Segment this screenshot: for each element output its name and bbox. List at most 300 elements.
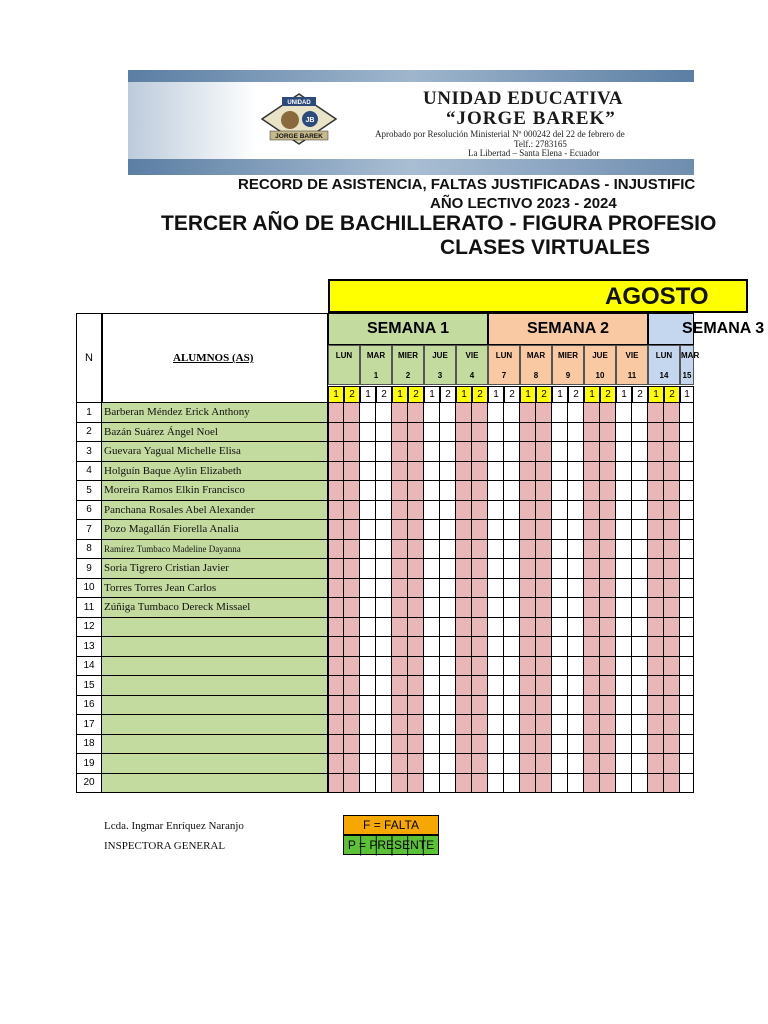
attendance-cell[interactable]	[440, 540, 456, 560]
attendance-cell[interactable]	[344, 676, 360, 696]
attendance-cell[interactable]	[392, 403, 408, 423]
attendance-cell[interactable]	[472, 637, 488, 657]
attendance-cell[interactable]	[424, 403, 440, 423]
attendance-cell[interactable]	[376, 676, 392, 696]
attendance-cell[interactable]	[616, 423, 632, 443]
attendance-cell[interactable]	[632, 520, 648, 540]
attendance-cell[interactable]	[456, 754, 472, 774]
attendance-cell[interactable]	[648, 676, 664, 696]
attendance-cell[interactable]	[552, 676, 568, 696]
attendance-cell[interactable]	[616, 735, 632, 755]
attendance-cell[interactable]	[504, 735, 520, 755]
attendance-cell[interactable]	[632, 754, 648, 774]
attendance-cell[interactable]	[440, 403, 456, 423]
attendance-cell[interactable]	[520, 579, 536, 599]
attendance-cell[interactable]	[424, 423, 440, 443]
attendance-cell[interactable]	[584, 774, 600, 794]
attendance-cell[interactable]	[360, 754, 376, 774]
attendance-cell[interactable]	[520, 657, 536, 677]
attendance-cell[interactable]	[424, 637, 440, 657]
attendance-cell[interactable]	[632, 715, 648, 735]
attendance-cell[interactable]	[536, 442, 552, 462]
attendance-cell[interactable]	[328, 735, 344, 755]
attendance-cell[interactable]	[616, 579, 632, 599]
attendance-cell[interactable]	[520, 540, 536, 560]
attendance-cell[interactable]	[680, 618, 694, 638]
attendance-cell[interactable]	[648, 481, 664, 501]
attendance-cell[interactable]	[328, 715, 344, 735]
attendance-cell[interactable]	[344, 774, 360, 794]
attendance-cell[interactable]	[424, 657, 440, 677]
attendance-cell[interactable]	[648, 774, 664, 794]
attendance-cell[interactable]	[376, 735, 392, 755]
attendance-cell[interactable]	[424, 598, 440, 618]
attendance-cell[interactable]	[360, 520, 376, 540]
attendance-cell[interactable]	[424, 481, 440, 501]
attendance-cell[interactable]	[600, 637, 616, 657]
attendance-cell[interactable]	[344, 735, 360, 755]
attendance-cell[interactable]	[552, 520, 568, 540]
attendance-cell[interactable]	[488, 637, 504, 657]
attendance-cell[interactable]	[440, 715, 456, 735]
attendance-cell[interactable]	[440, 735, 456, 755]
attendance-cell[interactable]	[600, 579, 616, 599]
attendance-cell[interactable]	[392, 481, 408, 501]
attendance-cell[interactable]	[360, 657, 376, 677]
attendance-cell[interactable]	[360, 462, 376, 482]
attendance-cell[interactable]	[584, 520, 600, 540]
attendance-cell[interactable]	[584, 481, 600, 501]
attendance-cell[interactable]	[568, 676, 584, 696]
attendance-cell[interactable]	[536, 735, 552, 755]
attendance-cell[interactable]	[616, 676, 632, 696]
attendance-cell[interactable]	[344, 442, 360, 462]
attendance-cell[interactable]	[504, 657, 520, 677]
attendance-cell[interactable]	[568, 442, 584, 462]
attendance-cell[interactable]	[600, 657, 616, 677]
attendance-cell[interactable]	[408, 774, 424, 794]
attendance-cell[interactable]	[440, 618, 456, 638]
attendance-cell[interactable]	[504, 676, 520, 696]
attendance-cell[interactable]	[520, 481, 536, 501]
attendance-cell[interactable]	[616, 481, 632, 501]
attendance-cell[interactable]	[648, 618, 664, 638]
attendance-cell[interactable]	[680, 481, 694, 501]
attendance-cell[interactable]	[600, 598, 616, 618]
attendance-cell[interactable]	[408, 501, 424, 521]
attendance-cell[interactable]	[344, 423, 360, 443]
attendance-cell[interactable]	[488, 696, 504, 716]
attendance-cell[interactable]	[408, 481, 424, 501]
attendance-cell[interactable]	[552, 598, 568, 618]
attendance-cell[interactable]	[408, 735, 424, 755]
attendance-cell[interactable]	[408, 696, 424, 716]
attendance-cell[interactable]	[440, 462, 456, 482]
attendance-cell[interactable]	[536, 423, 552, 443]
attendance-cell[interactable]	[376, 715, 392, 735]
attendance-cell[interactable]	[456, 442, 472, 462]
attendance-cell[interactable]	[504, 618, 520, 638]
attendance-cell[interactable]	[536, 520, 552, 540]
attendance-cell[interactable]	[376, 423, 392, 443]
attendance-cell[interactable]	[584, 559, 600, 579]
attendance-cell[interactable]	[632, 774, 648, 794]
attendance-cell[interactable]	[552, 501, 568, 521]
attendance-cell[interactable]	[472, 481, 488, 501]
attendance-cell[interactable]	[632, 540, 648, 560]
attendance-cell[interactable]	[328, 598, 344, 618]
attendance-cell[interactable]	[552, 696, 568, 716]
attendance-cell[interactable]	[376, 403, 392, 423]
attendance-cell[interactable]	[648, 754, 664, 774]
attendance-cell[interactable]	[440, 481, 456, 501]
attendance-cell[interactable]	[648, 715, 664, 735]
attendance-cell[interactable]	[328, 423, 344, 443]
attendance-cell[interactable]	[632, 481, 648, 501]
attendance-cell[interactable]	[392, 462, 408, 482]
attendance-cell[interactable]	[488, 481, 504, 501]
attendance-cell[interactable]	[360, 501, 376, 521]
attendance-cell[interactable]	[648, 501, 664, 521]
attendance-cell[interactable]	[392, 774, 408, 794]
attendance-cell[interactable]	[568, 637, 584, 657]
attendance-cell[interactable]	[616, 637, 632, 657]
attendance-cell[interactable]	[472, 559, 488, 579]
attendance-cell[interactable]	[440, 657, 456, 677]
attendance-cell[interactable]	[456, 637, 472, 657]
attendance-cell[interactable]	[456, 735, 472, 755]
attendance-cell[interactable]	[504, 501, 520, 521]
attendance-cell[interactable]	[392, 754, 408, 774]
attendance-cell[interactable]	[680, 520, 694, 540]
attendance-cell[interactable]	[472, 501, 488, 521]
attendance-cell[interactable]	[616, 598, 632, 618]
attendance-cell[interactable]	[584, 403, 600, 423]
attendance-cell[interactable]	[664, 423, 680, 443]
attendance-cell[interactable]	[440, 579, 456, 599]
attendance-cell[interactable]	[408, 520, 424, 540]
attendance-cell[interactable]	[408, 637, 424, 657]
attendance-cell[interactable]	[360, 637, 376, 657]
attendance-cell[interactable]	[392, 735, 408, 755]
attendance-cell[interactable]	[440, 637, 456, 657]
attendance-cell[interactable]	[600, 462, 616, 482]
attendance-cell[interactable]	[408, 423, 424, 443]
attendance-cell[interactable]	[472, 657, 488, 677]
attendance-cell[interactable]	[328, 501, 344, 521]
attendance-cell[interactable]	[504, 540, 520, 560]
attendance-cell[interactable]	[632, 735, 648, 755]
attendance-cell[interactable]	[360, 442, 376, 462]
attendance-cell[interactable]	[360, 715, 376, 735]
attendance-cell[interactable]	[680, 442, 694, 462]
attendance-cell[interactable]	[472, 520, 488, 540]
attendance-cell[interactable]	[408, 403, 424, 423]
attendance-cell[interactable]	[648, 540, 664, 560]
attendance-cell[interactable]	[600, 774, 616, 794]
attendance-cell[interactable]	[600, 403, 616, 423]
attendance-cell[interactable]	[392, 696, 408, 716]
attendance-cell[interactable]	[328, 462, 344, 482]
attendance-cell[interactable]	[680, 696, 694, 716]
attendance-cell[interactable]	[456, 696, 472, 716]
attendance-cell[interactable]	[424, 559, 440, 579]
attendance-cell[interactable]	[344, 696, 360, 716]
attendance-cell[interactable]	[680, 559, 694, 579]
attendance-cell[interactable]	[552, 423, 568, 443]
attendance-cell[interactable]	[568, 462, 584, 482]
attendance-cell[interactable]	[648, 403, 664, 423]
attendance-cell[interactable]	[440, 676, 456, 696]
attendance-cell[interactable]	[536, 774, 552, 794]
attendance-cell[interactable]	[648, 637, 664, 657]
attendance-cell[interactable]	[664, 754, 680, 774]
attendance-cell[interactable]	[520, 462, 536, 482]
attendance-cell[interactable]	[328, 442, 344, 462]
attendance-cell[interactable]	[424, 462, 440, 482]
attendance-cell[interactable]	[520, 598, 536, 618]
attendance-cell[interactable]	[328, 403, 344, 423]
attendance-cell[interactable]	[664, 774, 680, 794]
attendance-cell[interactable]	[504, 579, 520, 599]
attendance-cell[interactable]	[600, 754, 616, 774]
attendance-cell[interactable]	[648, 696, 664, 716]
attendance-cell[interactable]	[616, 501, 632, 521]
attendance-cell[interactable]	[424, 735, 440, 755]
attendance-cell[interactable]	[328, 754, 344, 774]
attendance-cell[interactable]	[536, 637, 552, 657]
attendance-cell[interactable]	[344, 559, 360, 579]
attendance-cell[interactable]	[360, 540, 376, 560]
attendance-cell[interactable]	[504, 715, 520, 735]
attendance-cell[interactable]	[616, 754, 632, 774]
attendance-cell[interactable]	[616, 442, 632, 462]
attendance-cell[interactable]	[584, 423, 600, 443]
attendance-cell[interactable]	[664, 559, 680, 579]
attendance-cell[interactable]	[648, 462, 664, 482]
attendance-cell[interactable]	[440, 442, 456, 462]
attendance-cell[interactable]	[360, 598, 376, 618]
attendance-cell[interactable]	[648, 423, 664, 443]
attendance-cell[interactable]	[360, 403, 376, 423]
attendance-cell[interactable]	[616, 559, 632, 579]
attendance-cell[interactable]	[376, 774, 392, 794]
attendance-cell[interactable]	[568, 403, 584, 423]
attendance-cell[interactable]	[408, 579, 424, 599]
attendance-cell[interactable]	[376, 501, 392, 521]
attendance-cell[interactable]	[568, 735, 584, 755]
attendance-cell[interactable]	[392, 657, 408, 677]
attendance-cell[interactable]	[632, 637, 648, 657]
attendance-cell[interactable]	[568, 501, 584, 521]
attendance-cell[interactable]	[584, 657, 600, 677]
attendance-cell[interactable]	[360, 735, 376, 755]
attendance-cell[interactable]	[680, 540, 694, 560]
attendance-cell[interactable]	[488, 715, 504, 735]
attendance-cell[interactable]	[344, 754, 360, 774]
attendance-cell[interactable]	[376, 637, 392, 657]
attendance-cell[interactable]	[472, 676, 488, 696]
attendance-cell[interactable]	[520, 559, 536, 579]
attendance-cell[interactable]	[520, 774, 536, 794]
attendance-cell[interactable]	[408, 442, 424, 462]
attendance-cell[interactable]	[504, 423, 520, 443]
attendance-cell[interactable]	[536, 618, 552, 638]
attendance-cell[interactable]	[408, 657, 424, 677]
attendance-cell[interactable]	[408, 540, 424, 560]
attendance-cell[interactable]	[664, 481, 680, 501]
attendance-cell[interactable]	[520, 442, 536, 462]
attendance-cell[interactable]	[424, 774, 440, 794]
attendance-cell[interactable]	[616, 540, 632, 560]
attendance-cell[interactable]	[328, 618, 344, 638]
attendance-cell[interactable]	[408, 676, 424, 696]
attendance-cell[interactable]	[568, 754, 584, 774]
attendance-cell[interactable]	[520, 501, 536, 521]
attendance-cell[interactable]	[664, 637, 680, 657]
attendance-cell[interactable]	[488, 598, 504, 618]
attendance-cell[interactable]	[632, 559, 648, 579]
attendance-cell[interactable]	[552, 540, 568, 560]
attendance-cell[interactable]	[488, 559, 504, 579]
attendance-cell[interactable]	[424, 754, 440, 774]
attendance-cell[interactable]	[392, 676, 408, 696]
attendance-cell[interactable]	[520, 423, 536, 443]
attendance-cell[interactable]	[584, 462, 600, 482]
attendance-cell[interactable]	[552, 618, 568, 638]
attendance-cell[interactable]	[632, 501, 648, 521]
attendance-cell[interactable]	[632, 442, 648, 462]
attendance-cell[interactable]	[376, 462, 392, 482]
attendance-cell[interactable]	[584, 598, 600, 618]
attendance-cell[interactable]	[568, 774, 584, 794]
attendance-cell[interactable]	[456, 559, 472, 579]
attendance-cell[interactable]	[456, 540, 472, 560]
attendance-cell[interactable]	[440, 423, 456, 443]
attendance-cell[interactable]	[664, 598, 680, 618]
attendance-cell[interactable]	[536, 501, 552, 521]
attendance-cell[interactable]	[424, 715, 440, 735]
attendance-cell[interactable]	[584, 637, 600, 657]
attendance-cell[interactable]	[376, 442, 392, 462]
attendance-cell[interactable]	[440, 754, 456, 774]
attendance-cell[interactable]	[632, 657, 648, 677]
attendance-cell[interactable]	[648, 735, 664, 755]
attendance-cell[interactable]	[344, 520, 360, 540]
attendance-cell[interactable]	[328, 696, 344, 716]
attendance-cell[interactable]	[440, 501, 456, 521]
attendance-cell[interactable]	[344, 618, 360, 638]
attendance-cell[interactable]	[488, 403, 504, 423]
attendance-cell[interactable]	[472, 423, 488, 443]
attendance-cell[interactable]	[472, 598, 488, 618]
attendance-cell[interactable]	[472, 540, 488, 560]
attendance-cell[interactable]	[600, 423, 616, 443]
attendance-cell[interactable]	[344, 598, 360, 618]
attendance-cell[interactable]	[376, 559, 392, 579]
attendance-cell[interactable]	[616, 657, 632, 677]
attendance-cell[interactable]	[584, 735, 600, 755]
attendance-cell[interactable]	[616, 520, 632, 540]
attendance-cell[interactable]	[584, 618, 600, 638]
attendance-cell[interactable]	[520, 520, 536, 540]
attendance-cell[interactable]	[600, 676, 616, 696]
attendance-cell[interactable]	[664, 403, 680, 423]
attendance-cell[interactable]	[472, 442, 488, 462]
attendance-cell[interactable]	[424, 696, 440, 716]
attendance-cell[interactable]	[520, 696, 536, 716]
attendance-cell[interactable]	[520, 676, 536, 696]
attendance-cell[interactable]	[568, 540, 584, 560]
attendance-cell[interactable]	[552, 754, 568, 774]
attendance-cell[interactable]	[584, 442, 600, 462]
attendance-cell[interactable]	[328, 676, 344, 696]
attendance-cell[interactable]	[600, 501, 616, 521]
attendance-cell[interactable]	[504, 442, 520, 462]
attendance-cell[interactable]	[584, 579, 600, 599]
attendance-cell[interactable]	[680, 637, 694, 657]
attendance-cell[interactable]	[520, 715, 536, 735]
attendance-cell[interactable]	[488, 754, 504, 774]
attendance-cell[interactable]	[488, 540, 504, 560]
attendance-cell[interactable]	[584, 754, 600, 774]
attendance-cell[interactable]	[664, 715, 680, 735]
attendance-cell[interactable]	[472, 579, 488, 599]
attendance-cell[interactable]	[488, 735, 504, 755]
attendance-cell[interactable]	[344, 481, 360, 501]
attendance-cell[interactable]	[616, 403, 632, 423]
attendance-cell[interactable]	[360, 774, 376, 794]
attendance-cell[interactable]	[520, 403, 536, 423]
attendance-cell[interactable]	[632, 598, 648, 618]
attendance-cell[interactable]	[680, 501, 694, 521]
attendance-cell[interactable]	[456, 715, 472, 735]
attendance-cell[interactable]	[568, 559, 584, 579]
attendance-cell[interactable]	[456, 462, 472, 482]
attendance-cell[interactable]	[568, 715, 584, 735]
attendance-cell[interactable]	[328, 579, 344, 599]
attendance-cell[interactable]	[584, 715, 600, 735]
attendance-cell[interactable]	[440, 774, 456, 794]
attendance-cell[interactable]	[360, 696, 376, 716]
attendance-cell[interactable]	[440, 696, 456, 716]
attendance-cell[interactable]	[456, 520, 472, 540]
attendance-cell[interactable]	[392, 540, 408, 560]
attendance-cell[interactable]	[360, 481, 376, 501]
attendance-cell[interactable]	[424, 442, 440, 462]
attendance-cell[interactable]	[584, 540, 600, 560]
attendance-cell[interactable]	[568, 520, 584, 540]
attendance-cell[interactable]	[632, 618, 648, 638]
attendance-cell[interactable]	[424, 618, 440, 638]
attendance-cell[interactable]	[600, 481, 616, 501]
attendance-cell[interactable]	[600, 618, 616, 638]
attendance-cell[interactable]	[488, 657, 504, 677]
attendance-cell[interactable]	[376, 598, 392, 618]
attendance-cell[interactable]	[360, 559, 376, 579]
attendance-cell[interactable]	[616, 774, 632, 794]
attendance-cell[interactable]	[504, 637, 520, 657]
attendance-cell[interactable]	[328, 774, 344, 794]
attendance-cell[interactable]	[376, 696, 392, 716]
attendance-cell[interactable]	[392, 423, 408, 443]
attendance-cell[interactable]	[456, 423, 472, 443]
attendance-cell[interactable]	[680, 735, 694, 755]
attendance-cell[interactable]	[472, 774, 488, 794]
attendance-cell[interactable]	[456, 774, 472, 794]
attendance-cell[interactable]	[664, 540, 680, 560]
attendance-cell[interactable]	[392, 559, 408, 579]
